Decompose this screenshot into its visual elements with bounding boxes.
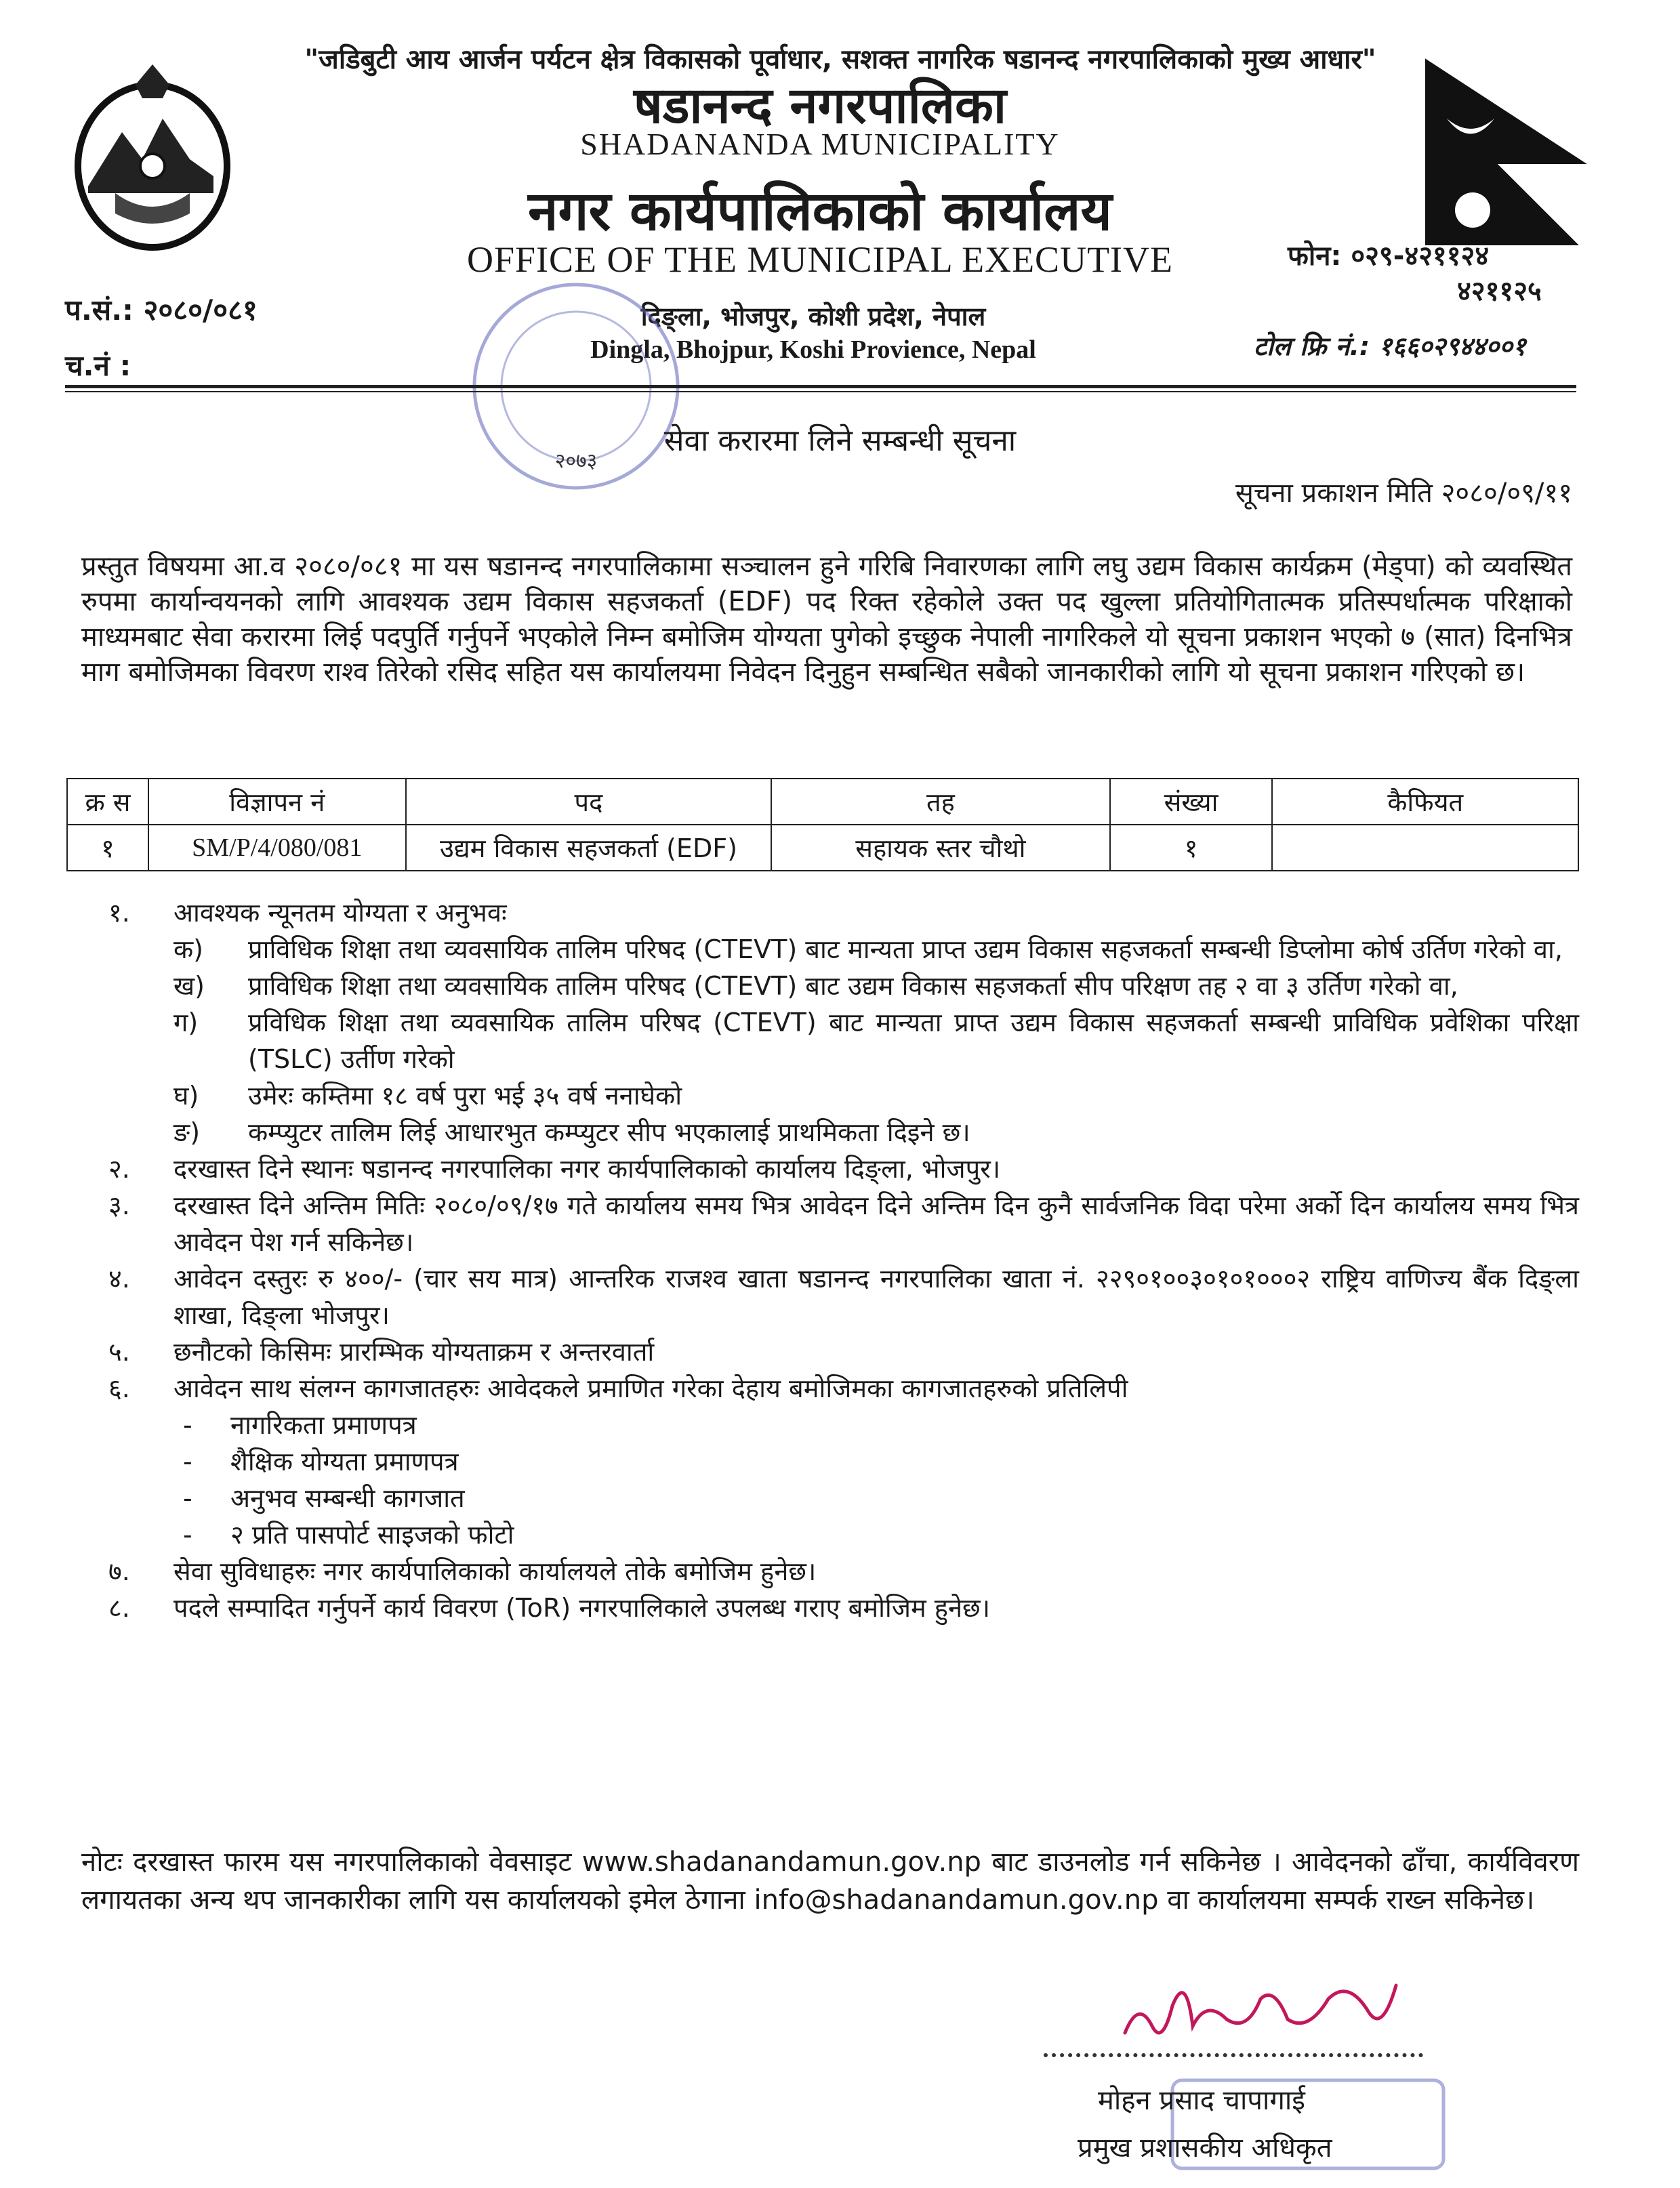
item-text: सेवा सुविधाहरुः नगर कार्यपालिकाको कार्यालयले तोके बमोजिम हुनेछ।	[173, 1556, 817, 1586]
toll-free-number: टोल फ्रि नं.: १६६०२९४४००१	[1254, 331, 1526, 361]
sub-item-label: ग)	[173, 1008, 199, 1037]
cell-level: सहायक स्तर चौथो	[771, 825, 1109, 871]
sub-item	[173, 1077, 1579, 1114]
intro-paragraph: प्रस्तुत विषयमा आ.व २०८०/०८१ मा यस षडानन्द नगरपालिकामा सञ्चालन हुने गरिबि निवारणका लागि लघु उद्यम विकास कार्यक्रम (मेड्पा) को व्यवस्थित रुपमा कार्यान्वयनको लागि आवश्यक उद्यम विकास सहजकर्ता (EDF) पद रिक्त रहेकोले उक्त पद खुल्ला प्रतियोगितात्मक प्रतिस्पर्धात्मक परिक्षाको माध्यमबाट सेवा करारमा लिई पदपुर्ति गर्नुपर्ने भएकोले निम्न बमोजिम योग्यता पुगेको इच्छुक नेपाली नागरिकले यो सूचना प्रकाशन भएको ७ (सात) दिनभित्र माग बमोजिमका विवरण राश्व तिरेको रसिद सहित यस कार्यालयमा निवेदन दिनुहुन सम्बन्धित सबैको जानकारीको लागि यो सूचना प्रकाशन गरिएको छ।	[81, 551, 1572, 688]
sub-item	[173, 1114, 1579, 1151]
item-number: १.	[108, 898, 130, 928]
item-number: ४.	[108, 1264, 130, 1294]
item-number: ७.	[108, 1556, 130, 1586]
doc-item	[183, 1516, 1579, 1553]
col-header-level: तह	[771, 779, 1109, 825]
item-number: ५.	[108, 1337, 130, 1367]
phone-number-2: ४२११२५	[1457, 276, 1542, 307]
doc-item-text: नागरिकता प्रमाणपत्र	[230, 1410, 417, 1440]
sub-item	[173, 968, 1579, 1004]
address-english: Dingla, Bhojpur, Koshi Provience, Nepal	[590, 335, 1036, 364]
bullet: -	[183, 1410, 192, 1440]
col-header-remarks: कैफियत	[1272, 779, 1578, 825]
doc-item-text: शैक्षिक योग्यता प्रमाणपत्र	[230, 1447, 459, 1477]
bullet: -	[183, 1447, 192, 1477]
item-number: ३.	[108, 1191, 130, 1220]
dispatch-number: च.नं :	[65, 349, 131, 382]
cell-remarks	[1272, 825, 1578, 871]
cell-serial: १	[67, 825, 148, 871]
item-text: आवेदन दस्तुरः रु ४००/- (चार सय मात्र) आन्तरिक राजश्व खाता षडानन्द नगरपालिका खाता नं. २२९०१००३०१०१०००२ राष्ट्रिय वाणिज्य बैंक दिङ्ला शाखा, दिङ्ला भोजपुर।	[173, 1264, 1579, 1330]
sub-item-label: क)	[173, 934, 204, 964]
item-text: पदले सम्पादित गर्नुपर्ने कार्य विवरण (ToR) नगरपालिकाले उपलब्ध गराए बमोजिम हुनेछ।	[173, 1593, 991, 1623]
doc-item	[183, 1480, 1579, 1516]
signatory-name: मोहन प्रसाद चापागाई	[1098, 2085, 1305, 2116]
doc-item	[183, 1443, 1579, 1480]
list-item	[108, 1553, 1579, 1590]
bullet: -	[183, 1520, 192, 1550]
item-text: छनौटको किसिमः प्रारम्भिक योग्यताक्रम र अन्तरवार्ता	[173, 1337, 655, 1367]
list-item	[108, 894, 1579, 931]
sub-item-text: प्राविधिक शिक्षा तथा व्यवसायिक तालिम परिषद (CTEVT) बाट उद्यम विकास सहजकर्ता सीप परिक्षण तह २ वा ३ उर्तिण गरेको वा,	[248, 971, 1458, 1001]
note-paragraph: नोटः दरखास्त फारम यस नगरपालिकाको वेवसाइट www.shadanandamun.gov.np बाट डाउनलोड गर्न सकिनेछ । आवेदनको ढाँचा, कार्यविवरण लगायतका अन्य थप जानकारीका लागि यस कार्यालयको इमेल ठेगाना info@shadanandamun.gov.np वा कार्यालयमा सम्पर्क राख्न सकिनेछ।	[81, 1846, 1579, 1916]
table-header-row	[67, 779, 1578, 825]
item-text: आवश्यक न्यूनतम योग्यता र अनुभवः	[173, 898, 507, 928]
list-item	[108, 1260, 1579, 1334]
col-header-count: संख्या	[1110, 779, 1273, 825]
sub-item-text: प्राविधिक शिक्षा तथा व्यवसायिक तालिम परिषद (CTEVT) बाट मान्यता प्राप्त उद्यम विकास सहजकर्ता सम्बन्धी डिप्लोमा कोर्ष उर्तिण गरेको वा,	[248, 934, 1563, 964]
item-text: दरखास्त दिने स्थानः षडानन्द नगरपालिका नगर कार्यपालिकाको कार्यालय दिङ्ला, भोजपुर।	[173, 1154, 1001, 1184]
item-number: ६.	[108, 1374, 130, 1403]
item-text: दरखास्त दिने अन्तिम मितिः २०८०/०९/१७ गते कार्यालय समय भित्र आवेदन दिने अन्तिम दिन कुनै सार्वजनिक विदा परेमा अर्को दिन कार्यालय समय भित्र आवेदन पेश गर्न सकिनेछ।	[173, 1191, 1579, 1257]
sub-item-text: कम्प्युटर तालिम लिई आधारभुत कम्प्युटर सीप भएकालाई प्राथमिकता दिइने छ।	[248, 1117, 970, 1147]
municipality-name-english: SHADANANDA MUNICIPALITY	[580, 127, 1060, 161]
doc-item-text: २ प्रति पासपोर्ट साइजको फोटो	[230, 1520, 514, 1550]
item-number: ८.	[108, 1593, 130, 1623]
sub-item-text: उमेरः कम्तिमा १८ वर्ष पुरा भई ३५ वर्ष ननाघेको	[248, 1081, 682, 1111]
signatory-title: प्रमुख प्रशासकीय अधिकृत	[1078, 2132, 1332, 2164]
bullet: -	[183, 1483, 192, 1513]
office-name-nepali: नगर कार्यपालिकाको कार्यालय	[528, 180, 1112, 243]
table-row	[67, 825, 1578, 871]
signature-line	[1044, 2053, 1423, 2057]
list-item	[108, 1590, 1579, 1626]
sub-item	[173, 931, 1579, 968]
motto: "जडिबुटी आय आर्जन पर्यटन क्षेत्र विकासको पूर्वाधार, सशक्त नागरिक षडानन्द नगरपालिकाको मुख्य आधार"	[304, 44, 1376, 75]
municipality-name-nepali: षडानन्द नगरपालिका	[633, 77, 1007, 135]
requirements-list	[108, 894, 1579, 1626]
doc-item-text: अनुभव सम्बन्धी कागजात	[230, 1483, 465, 1513]
phone-number-1: फोन: ०२९-४२११२४	[1288, 241, 1490, 272]
col-header-serial: क्र स	[67, 779, 148, 825]
list-item	[108, 1187, 1579, 1260]
item-text: आवेदन साथ संलग्न कागजातहरुः आवेदकले प्रमाणित गरेका देहाय बमोजिमका कागजातहरुको प्रतिलिपी	[173, 1374, 1128, 1403]
item-number: २.	[108, 1154, 130, 1184]
vacancy-table	[66, 778, 1579, 871]
doc-item	[183, 1407, 1579, 1443]
notice-subject: सेवा करारमा लिने सम्बन्धी सूचना	[663, 424, 1017, 458]
sub-item	[173, 1004, 1579, 1077]
cell-post: उद्यम विकास सहजकर्ता (EDF)	[406, 825, 771, 871]
cell-ad-number: SM/P/4/080/081	[148, 825, 406, 871]
header-rule-thin	[65, 391, 1576, 392]
list-item	[108, 1334, 1579, 1370]
nepal-flag-icon	[1420, 54, 1589, 251]
reference-number: प.सं.: २०८०/०८१	[65, 293, 258, 327]
publish-date: सूचना प्रकाशन मिति २०८०/०९/११	[1235, 478, 1572, 509]
stamp-year: २०७३	[554, 449, 598, 473]
sub-item-label: ख)	[173, 971, 205, 1001]
sub-item-text: प्रविधिक शिक्षा तथा व्यवसायिक तालिम परिषद (CTEVT) बाट मान्यता प्राप्त उद्यम विकास सहजकर्ता सम्बन्धी प्राविधिक प्रवेशिका परिक्षा (TSLC) उर्तीण गरेको	[248, 1008, 1579, 1074]
sub-item-label: ङ)	[173, 1117, 201, 1147]
col-header-post: पद	[406, 779, 771, 825]
cell-count: १	[1110, 825, 1273, 871]
col-header-ad-number: विज्ञापन नं	[148, 779, 406, 825]
header-rule	[65, 385, 1576, 388]
signature-icon	[1111, 1958, 1410, 2060]
list-item	[108, 1370, 1579, 1407]
address-nepali: दिङ्ला, भोजपुर, कोशी प्रदेश, नेपाल	[640, 302, 986, 331]
government-emblem-icon	[61, 58, 244, 261]
list-item	[108, 1151, 1579, 1187]
office-name-english: OFFICE OF THE MUNICIPAL EXECUTIVE	[466, 239, 1174, 280]
sub-item-label: घ)	[173, 1081, 199, 1111]
